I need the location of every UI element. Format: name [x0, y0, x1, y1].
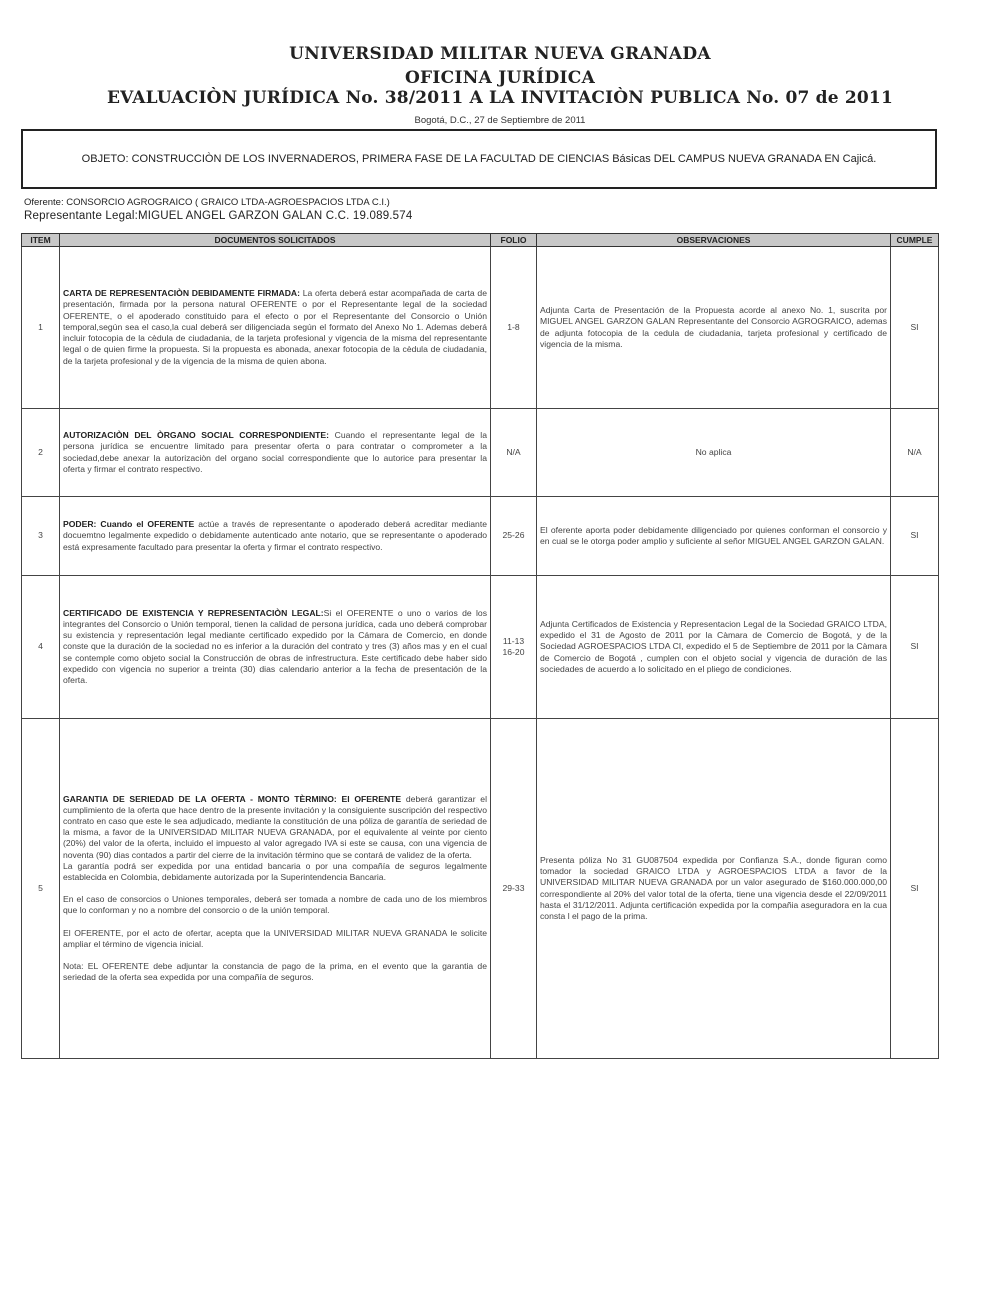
table-row	[22, 719, 939, 1059]
row-documento	[60, 247, 491, 409]
row-doc-body: actúe a través de representante o apoderado deberá acreditar mediante docuemtno legalmente expedido o debidamente autenticado ante notario, que se representante o apoderado está expresamente facultado para presentar la oferta y firmar el contrato respectivo.	[63, 519, 487, 552]
row-folio: 11-13 16-20	[491, 576, 537, 719]
row-observaciones: Adjunta Carta de Presentación de la Propuesta acorde al anexo No. 1, suscrita por MIGUEL ANGEL GARZON GALAN Representante del Consorcio AGROGRAICO, ademas de adjunta fotocopia de la cedula de ciudadania, tarjeta profesional y certificado de vigencia de la misma.	[537, 247, 891, 409]
row-folio: 29-33	[491, 719, 537, 1059]
header-observaciones: OBSERVACIONES	[537, 234, 891, 247]
university-name: UNIVERSIDAD MILITAR NUEVA GRANADA	[289, 44, 711, 64]
table-row	[22, 497, 939, 576]
row-doc-title: CARTA DE REPRESENTACIÒN DEBIDAMENTE FIRMADA:	[63, 288, 300, 299]
header-documentos: DOCUMENTOS SOLICITADOS	[60, 234, 491, 247]
header-item: ITEM	[22, 234, 60, 247]
row-folio: 25-26	[491, 497, 537, 576]
row-item: 2	[22, 409, 60, 497]
table-row	[22, 576, 939, 719]
row-observaciones: No aplica	[537, 409, 891, 497]
row-doc-title: GARANTIA DE SERIEDAD DE LA OFERTA - MONTO TÈRMINO: El OFERENTE	[63, 793, 402, 804]
row-doc-body: deberá garantizar el cumplimiento de la oferta que hace dentro de la presente invitación y la consiguiente suscripción del respectivo contrato en caso que este le sea adjudicado, mediante la constitución de una póliza de garantía de seriedad de la misma, a favor de la UNIVERSIDAD MILITAR NUEVA GRANADA, por el equivalente al veinte por ciento (20%) del valor de la oferta, incluido el impuesto al valor agregado IVA si este se causa, con una vigencia de noventa (90) dias contados a partir del cierre de la invitación término que se contará de validez de la oferta.	[63, 793, 487, 860]
row-doc-paragraph: En el caso de consorcios o Uniones temporales, deberá ser tomada a nombre de cada uno de los miembros que lo conforman y no a nombre del consorcio o de la unión temporal.	[63, 894, 487, 916]
row-documento	[60, 576, 491, 719]
row-doc-paragraph: La garantía podrá ser expedida por una entidad bancaria o por una compañía de seguros legalmente establecida en Colombia, debidamente autorizada por la Superintendencia Bancaria.	[63, 860, 487, 882]
row-cumple: SI	[891, 719, 939, 1059]
row-doc-body: Cuando el representante legal de la persona jurídica se encuentre limitado para presentar oferta o para contratar o comprometer a la sociedad,debe anexar la autorizaciòn del organo social correspondiente que lo autorice para presentar la oferta y firmar el contrato respectivo.	[63, 430, 487, 474]
row-item: 3	[22, 497, 60, 576]
row-observaciones: El oferente aporta poder debidamente diligenciado por quienes conforman el consorcio y en cual se le otorga poder amplio y suficiente al señor MIGUEL ANGEL GARZON GALAN.	[537, 497, 891, 576]
row-doc-title: AUTORIZACIÒN DEL ÒRGANO SOCIAL CORRESPONDIENTE:	[63, 430, 330, 441]
table-row	[22, 247, 939, 409]
oferente-line: Oferente: CONSORCIO AGROGRAICO ( GRAICO LTDA-AGROESPACIOS LTDA C.I.)	[24, 197, 390, 208]
objeto-box	[21, 129, 937, 189]
row-cumple: N/A	[891, 409, 939, 497]
row-doc-body: Si el OFERENTE o uno o varios de los integrantes del Consorcio o Unión temporal, tienen la calidad de persona jurídica, cada uno deberá comprobar su existencia y representación legal mediante certificado expedido por la Cámara de Comercio, en donde conste que la duración de la sociedad no es inferior a la duración del contrato y tres (3) años mas y en el cual se contemple como objeto social la Construcción de obras de infrestructura. Este certificado debe haber sido expedido con vigencia no superior a treinta (30) dias calendario anterior a la fecha de presentación de la oferta.	[63, 607, 487, 685]
evaluation-table	[21, 233, 939, 1059]
row-item: 1	[22, 247, 60, 409]
row-doc-paragraph: Nota: EL OFERENTE debe adjuntar la constancia de pago de la prima, en el evento que la garantia de seriedad de la oferta sea expedida por una compañía de seguros.	[63, 961, 487, 983]
row-doc-body: La oferta deberá estar acompañada de carta de presentación, firmada por la persona natural OFERENTE o por el Representante legal de la sociedad OFERENTE, o el apoderado constituido para el efecto o por el Representante del Consorcio o Unión temporal,según sea el caso,la cual deberá ser diligenciada según el formato del Anexo No 1. Ademas deberá incluir fotocopia de la cèdula de ciudadania, de la tarjeta profesional y vigencia de la misma del representante legal o de quien firme la propuesta. Si la propuesta es abonada, anexar fotocopia de la cèdula de ciudadania, de la tarjeta profesional y de la vigencia de la misma de quien abona.	[63, 288, 487, 366]
table-header-row	[22, 234, 939, 247]
evaluation-title: EVALUACIÒN JURÍDICA No. 38/2011 A LA INVITACIÒN PUBLICA No. 07 de 2011	[107, 88, 893, 108]
row-doc-title: PODER: Cuando el OFERENTE	[63, 519, 195, 530]
header-cumple: CUMPLE	[891, 234, 939, 247]
row-item: 4	[22, 576, 60, 719]
row-documento	[60, 409, 491, 497]
place-date: Bogotá, D.C., 27 de Septiembre de 2011	[414, 115, 586, 126]
objeto-text: OBJETO: CONSTRUCCIÒN DE LOS INVERNADEROS, PRIMERA FASE DE LA FACULTAD DE CIENCIAS Básicas DEL CAMPUS NUEVA GRANADA EN Cajicá.	[81, 152, 877, 165]
office-name: OFICINA JURÍDICA	[404, 68, 596, 88]
row-documento	[60, 719, 491, 1059]
row-observaciones: Adjunta Certificados de Existencia y Representacion Legal de la Sociedad GRAICO LTDA, expedido el 31 de Agosto de 2011 por la Càmara de Comercio de Bogotá, y de la Sociedad AGROESPACIOS LTDA CI, expedido el 5 de Septiembre de 2011 por la Càmara de Comercio de Bogotá , cumplen con el objeto social y vigencia de duración de las sociedades de acuerdo a lo solicitado en el pliego de condiciones.	[537, 576, 891, 719]
table-row	[22, 409, 939, 497]
representante-line: Representante Legal:MIGUEL ANGEL GARZON GALAN C.C. 19.089.574	[24, 210, 413, 222]
row-folio: 1-8	[491, 247, 537, 409]
row-observaciones: Presenta póliza No 31 GU087504 expedida por Confianza S.A., donde figuran como tomador la sociedad GRAICO LTDA y AGROESPACIOS LTDA a favor de la UNIVERSIDAD MILITAR NUEVA GRANADA por un valor asegurado de $160.000.000,00 correspondiente al 20% del valor total de la oferta, tiene una vigencia desde el 22/09/2011 hasta el 31/12/2011. Adjunta certificación expedida por la compañia aseguradora en la cua consta l el pago de la prima.	[537, 719, 891, 1059]
row-cumple: SI	[891, 497, 939, 576]
row-folio: N/A	[491, 409, 537, 497]
header-folio: FOLIO	[491, 234, 537, 247]
row-cumple: SI	[891, 247, 939, 409]
row-documento	[60, 497, 491, 576]
row-doc-title: CERTIFICADO DE EXISTENCIA Y REPRESENTACIÒN LEGAL:	[63, 607, 324, 618]
row-item: 5	[22, 719, 60, 1059]
row-doc-paragraph: El OFERENTE, por el acto de ofertar, acepta que la UNIVERSIDAD MILITAR NUEVA GRANADA le solicite ampliar el término de vigencia inicial.	[63, 927, 487, 949]
row-cumple: SI	[891, 576, 939, 719]
